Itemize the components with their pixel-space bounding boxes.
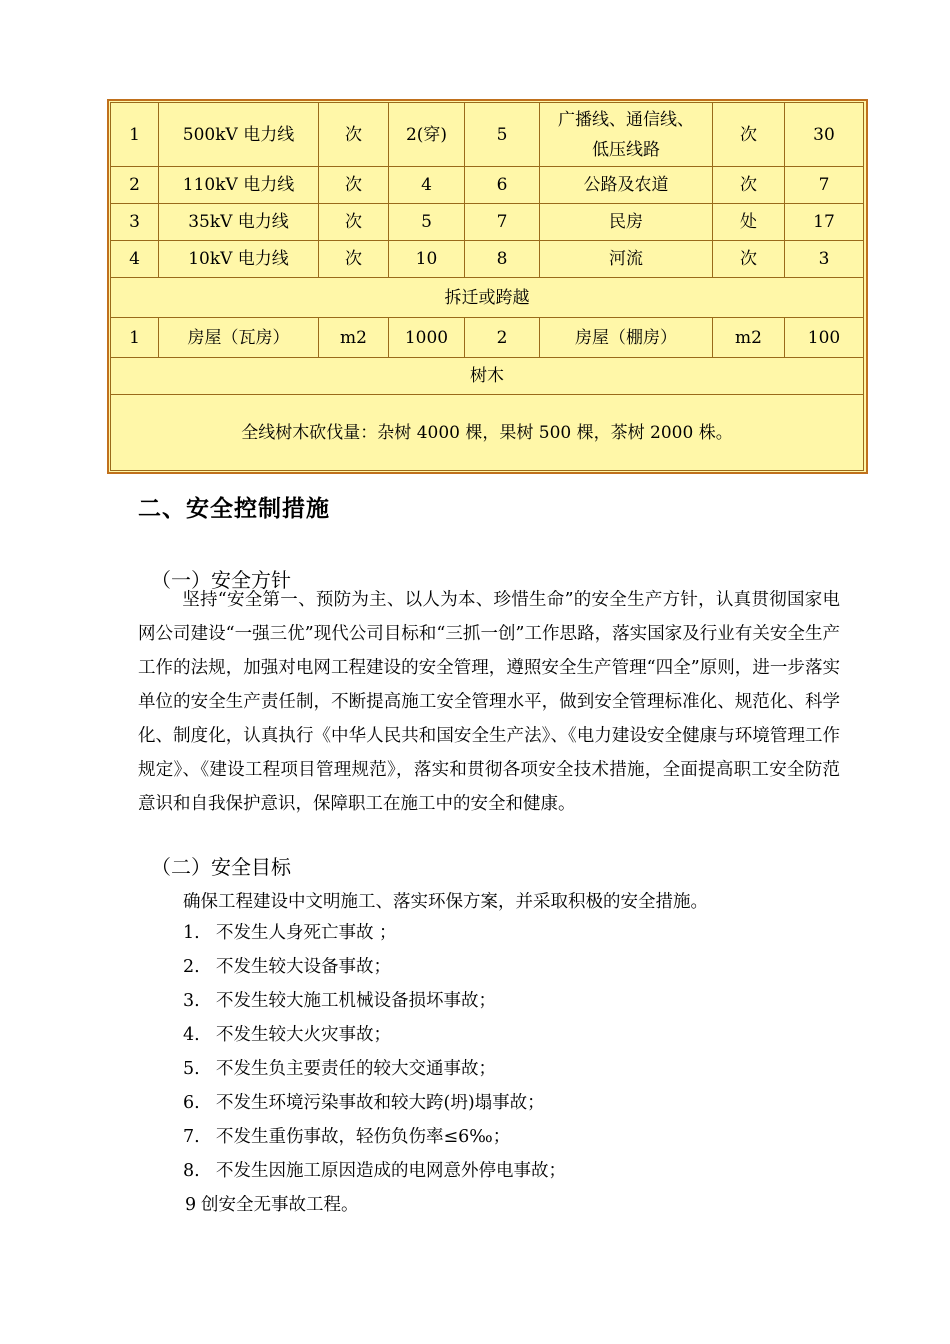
table-cell: 7 [785, 167, 864, 204]
table-cell: 房屋（棚房） [540, 318, 713, 358]
table-cell: 次 [319, 103, 389, 167]
table-cell: m2 [319, 318, 389, 358]
table-row [111, 241, 864, 278]
policy-paragraph [138, 583, 840, 821]
list-item: 1. 不发生人身死亡事故 ； [183, 923, 397, 943]
table-cell: 5 [389, 204, 465, 241]
table-cell: 2 [465, 318, 540, 358]
table-cell: 10 [389, 241, 465, 278]
table-cell: 1000 [389, 318, 465, 358]
table-cell: m2 [713, 318, 785, 358]
list-item: 8. 不发生因施工原因造成的电网意外停电事故； [183, 1161, 566, 1181]
table-cell: 35kV 电力线 [159, 204, 319, 241]
table-cell: 3 [785, 241, 864, 278]
table-cell: 河流 [540, 241, 713, 278]
table-cell: 1 [111, 103, 159, 167]
table-cell: 110kV 电力线 [159, 167, 319, 204]
table-cell: 次 [319, 167, 389, 204]
table-cell: 1 [111, 318, 159, 358]
table-cell: 3 [111, 204, 159, 241]
table-cell: 4 [111, 241, 159, 278]
table-cell: 2 [111, 167, 159, 204]
list-item: 5. 不发生负主要责任的较大交通事故； [183, 1059, 496, 1079]
page-heading: 二、安全控制措施 [138, 496, 330, 522]
table-cell: 8 [465, 241, 540, 278]
table-row [111, 167, 864, 204]
cell-line: 广播线、通信线、 [558, 109, 694, 130]
table-cell: 17 [785, 204, 864, 241]
table-cell: 30 [785, 103, 864, 167]
table-cell: 6 [465, 167, 540, 204]
list-item: 4. 不发生较大火灾事故； [183, 1025, 391, 1045]
table-cell: 4 [389, 167, 465, 204]
table-row [111, 318, 864, 358]
table-cell: 次 [319, 204, 389, 241]
crossing-stats-table [110, 102, 864, 471]
table-cell: 500kV 电力线 [159, 103, 319, 167]
section-title-policy: （一）安全方针 [151, 568, 291, 592]
table-section-row [111, 358, 864, 395]
list-item: 7. 不发生重伤事故，轻伤负伤率≤6‰； [183, 1127, 511, 1147]
list-item: 3. 不发生较大施工机械设备损坏事故； [183, 991, 496, 1011]
table-cell: 次 [713, 241, 785, 278]
table-cell: 房屋（瓦房） [159, 318, 319, 358]
table-cell: 5 [465, 103, 540, 167]
section-header-demolition: 拆迁或跨越 [111, 278, 864, 318]
policy-text: 坚持“安全第一、预防为主、以人为本、珍惜生命”的安全生产方针，认真贯彻国家电网公司建设“一强三优”现代公司目标和“三抓一创”工作思路，落实国家及行业有关安全生产工作的法规，加强对电网工程建设的安全管理，遵照安全生产管理“四全”原则，进一步落实单位的安全生产责任制，不断提高施工安全管理水平，做到安全管理标准化、规范化、科学化、制度化，认真执行《中华人民共和国安全生产法》、《电力建设安全健康与环境管理工作规定》、《建设工程项目管理规范》，落实和贯彻各项安全技术措施，全面提高职工安全防范意识和自我保护意识，保障职工在施工中的安全和健康。 [138, 590, 840, 814]
table-row [111, 395, 864, 471]
cell-line: 低压线路 [592, 139, 660, 160]
table-cell: 2(穿) [389, 103, 465, 167]
trees-summary: 全线树木砍伐量：杂树 4000 棵，果树 500 棵，茶树 2000 株。 [111, 395, 864, 471]
section-header-trees: 树木 [111, 358, 864, 395]
table-cell: 10kV 电力线 [159, 241, 319, 278]
table-cell: 民房 [540, 204, 713, 241]
table-cell: 100 [785, 318, 864, 358]
table-section-row [111, 278, 864, 318]
table-cell: 次 [319, 241, 389, 278]
section-title-goals: （二）安全目标 [151, 855, 291, 879]
table-cell: 次 [713, 167, 785, 204]
table-row [111, 204, 864, 241]
list-item: 6. 不发生环境污染事故和较大跨(坍)塌事故； [183, 1093, 545, 1113]
crossing-table [107, 99, 868, 474]
table-row [111, 103, 864, 167]
table-cell: 处 [713, 204, 785, 241]
table-cell: 次 [713, 103, 785, 167]
goals-intro: 确保工程建设中文明施工、落实环保方案，并采取积极的安全措施。 [183, 892, 708, 912]
goals-list [183, 916, 566, 1222]
table-cell: 7 [465, 204, 540, 241]
table-cell-multiline [540, 103, 713, 167]
list-item: 9 创安全无事故工程。 [185, 1195, 359, 1215]
list-item: 2. 不发生较大设备事故； [183, 957, 391, 977]
table-cell: 公路及农道 [540, 167, 713, 204]
